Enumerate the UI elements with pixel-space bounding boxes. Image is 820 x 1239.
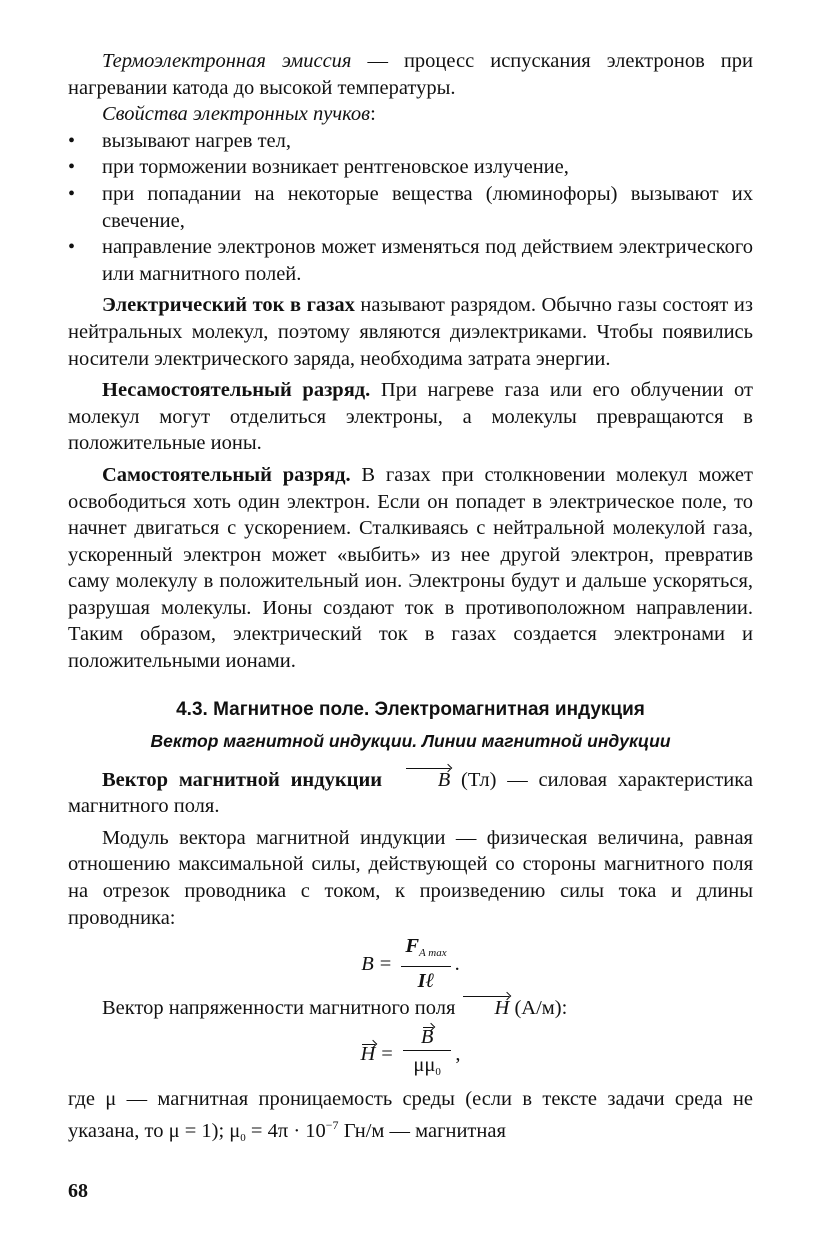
paragraph-gas-current [68, 292, 753, 372]
force-subscript: A max [419, 947, 447, 960]
mu-subscript: 0 [435, 1065, 441, 1078]
page-number: 68 [68, 1180, 88, 1202]
paragraph-text: (Тл) — силовая характеристика магнитного поля. [68, 768, 753, 818]
formula-h [68, 1026, 753, 1084]
paragraph-induction-modulus: Модуль вектора магнитной индукции — физическая величина, равная отношению максимальной силы, действующей со стороны магнитного поля на отрезок проводника с током, к произведению силы тока и длины проводника: [68, 826, 753, 929]
beam-properties-list [68, 128, 753, 288]
paragraph-text: = 4π · 10 [245, 1120, 326, 1143]
exponent: −7 [325, 1118, 339, 1133]
paragraph-self-discharge [68, 462, 753, 675]
term-induction-vector: Вектор магнитной индукции [102, 768, 383, 791]
paragraph-text: где μ — магнитная проницаемость среды (если в тексте задачи среда не указана, то μ = 1); μ [68, 1087, 753, 1143]
formula-h-lhs: H [360, 1043, 376, 1066]
formula-b-tail: . [454, 952, 460, 975]
formula-b-numerator [401, 935, 450, 967]
paragraph-permeability [68, 1086, 753, 1152]
paragraph-induction-vector [68, 767, 753, 820]
vector-b-symbol: B [420, 1025, 434, 1048]
list-item: • при торможении возникает рентгеновское излучение, [68, 154, 753, 181]
term-self-discharge: Самостоятельный разряд. [102, 463, 351, 486]
formula-b [68, 935, 753, 993]
vector-h-symbol: H [461, 995, 510, 1022]
mu0-subscript: 0 [240, 1132, 246, 1145]
formula-h-equals: = [381, 1043, 393, 1066]
formula-b-denominator: Iℓ [417, 970, 435, 993]
paragraph-text: — процесс испускания электронов при нагревании катода до высокой температуры. [68, 50, 753, 99]
force-symbol: F [405, 935, 420, 958]
paragraph-text: Гн/м — магнитная [338, 1120, 506, 1143]
unit-text: (А/м): [509, 997, 568, 1020]
formula-b-lhs: B [361, 952, 374, 975]
formula-h-denominator [413, 1051, 440, 1084]
paragraph-text: Вектор напряженности магнитного поля [102, 997, 461, 1020]
paragraph-text: В газах при столкновении молекул может освободиться хоть один электрон. Если он попадет в электрическое поле, то начнет двигаться с ускорением. Сталкиваясь с нейтральной молекулой газа, ускоренный электрон может «выбить» из нее другой электрон, превратив саму молекулу в положительный ион. Электроны будут и дальше ускоряться, разрушая молекулы. Ионы создают ток в противоположном направлении. Таким образом, электрический ток в газах создается электронами и положительными ионами. [68, 463, 753, 673]
formula-b-fraction [401, 935, 450, 993]
formula-h-numerator [403, 1026, 452, 1051]
paragraph-thermionic-emission [68, 48, 753, 101]
paragraph-text: При нагреве газа или его облучении от молекул могут отделиться электроны, а молекулы превращаются в положительные ионы. [68, 379, 753, 455]
subsection-title: Вектор магнитной индукции. Линии магнитной индукции [150, 730, 671, 751]
vector-b-symbol: B [404, 767, 451, 794]
section-title: 4.3. Магнитное поле. Электромагнитная индукция [176, 698, 645, 720]
list-item: • при попадании на некоторые вещества (люминофоры) вызывают их свечение, [68, 181, 753, 234]
paragraph-text: называют разрядом. Обычно газы состоят из нейтральных молекул, поэтому являются диэлектриками. Чтобы появились носители электрического заряда, необходима затрата энергии. [68, 294, 753, 370]
term-gas-current: Электрический ток в газах [102, 294, 355, 317]
paragraph-field-strength [68, 995, 753, 1022]
formula-h-fraction [403, 1026, 452, 1084]
term-non-self-discharge: Несамостоятельный разряд. [102, 379, 371, 402]
beam-properties-heading [68, 101, 753, 128]
colon: : [370, 103, 376, 126]
paragraph-non-self-discharge [68, 377, 753, 457]
mu-mu: μμ [413, 1053, 436, 1076]
formula-b-equals: = [379, 952, 392, 975]
page-content [68, 48, 753, 1152]
list-item: • направление электронов может изменяться под действием электрического или магнитного полей. [68, 234, 753, 287]
list-item: • вызывают нагрев тел, [68, 128, 753, 155]
beam-properties-title: Свойства электронных пучков [102, 103, 371, 126]
term-thermionic-emission: Термоэлектронная эмиссия [102, 50, 352, 72]
formula-h-tail: , [455, 1043, 461, 1066]
